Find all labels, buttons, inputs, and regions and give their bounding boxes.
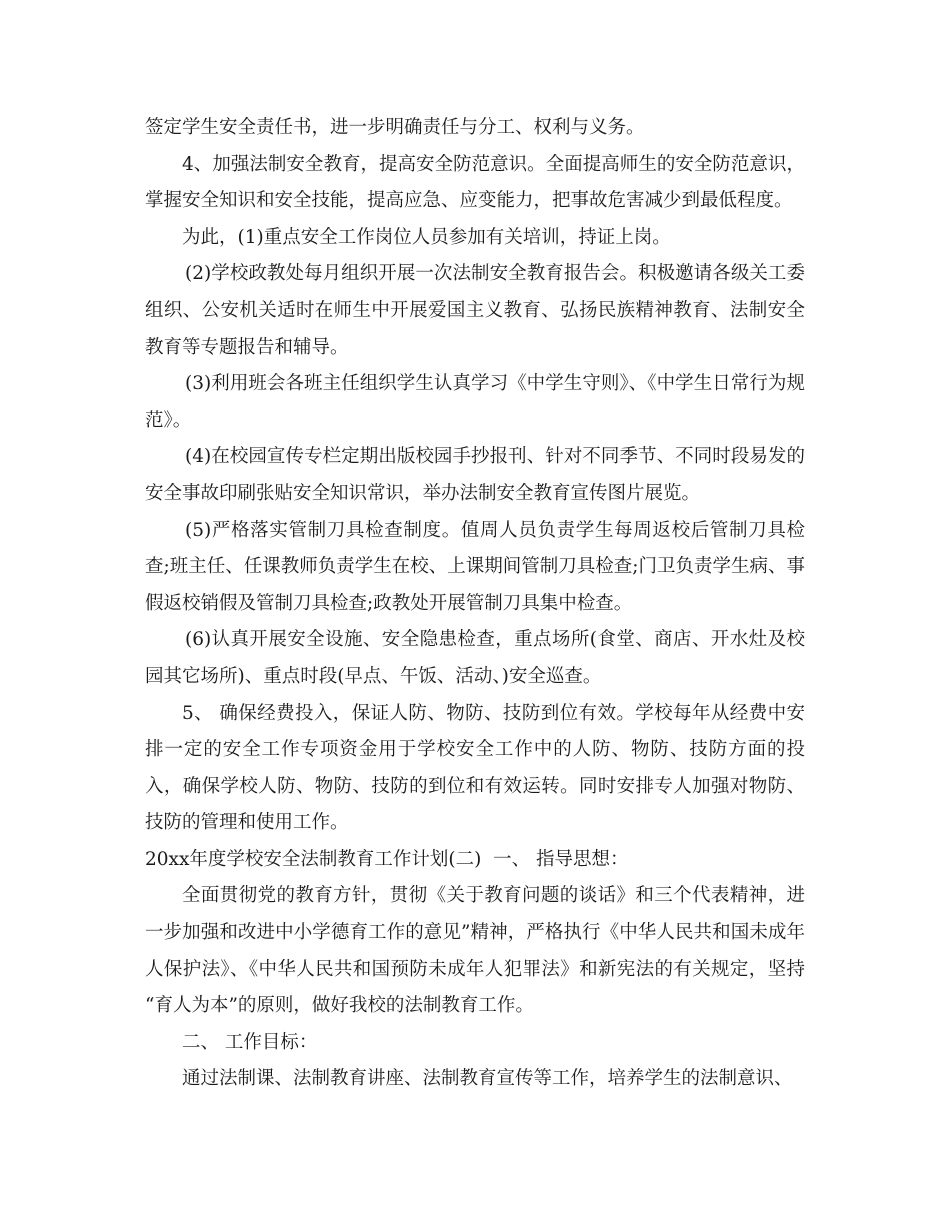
paragraph-6: (4)在校园宣传专栏定期出版校园手抄报刊、针对不同季节、不同时段易发的安全事故印刷张贴安全知识常识，举办法制安全教育宣传图片展览。 <box>145 446 805 504</box>
paragraph-1: 签定学生安全责任书，进一步明确责任与分工、权利与义务。 <box>145 117 645 138</box>
section-heading: 20xx年度学校安全法制教育工作计划(二) 一、 指导思想： <box>145 848 629 870</box>
paragraph-4: (2)学校政教处每月组织开展一次法制安全教育报告会。积极邀请各级关工委组织、公安机关适时在师生中开展爱国主义教育、弘扬民族精神教育、法制安全教育等专题报告和辅导。 <box>145 263 805 358</box>
subheading-work-goals: 二、 工作目标： <box>182 1031 318 1053</box>
paragraph-11: 全面贯彻党的教育方针，贯彻《关于教育问题的谈话》和三个代表精神，进一步加强和改进中小学德育工作的意见”精神，严格执行《中华人民共和国未成年人保护法》、《中华人民共和国预防未成年人犯罪法》和新宪法的有关规定，坚持 “育人为本”的原则，做好我校的法制教育工作。 <box>145 885 805 1017</box>
paragraph-5: (3)利用班会各班主任组织学生认真学习《中学生守则》、《中学生日常行为规范》。 <box>145 373 805 431</box>
paragraph-13: 通过法制课、法制教育讲座、法制教育宣传等工作，培养学生的法制意识、 <box>182 1068 793 1090</box>
paragraph-3: 为此，(1)重点安全工作岗位人员参加有关培训，持证上岗。 <box>182 226 671 248</box>
paragraph-7: (5)严格落实管制刀具检查制度。值周人员负责学生每周返校后管制刀具检查;班主任、任课教师负责学生在校、上课期间管制刀具检查;门卫负责学生病、事假返校销假及管制刀具检查;政教处开展管制刀具集中检查。 <box>145 519 805 614</box>
document-body <box>145 110 805 1098</box>
paragraph-9: 5、 确保经费投入，保证人防、物防、技防到位有效。学校每年从经费中安排一定的安全工作专项资金用于学校安全工作中的人防、物防、技防方面的投入，确保学校人防、物防、技防的到位和有效运转。同时安排专人加强对物防、技防的管理和使用工作。 <box>145 702 805 834</box>
paragraph-2: 4、加强法制安全教育，提高安全防范意识。全面提高师生的安全防范意识，掌握安全知识和安全技能，提高应急、应变能力，把事故危害减少到最低程度。 <box>145 153 805 212</box>
paragraph-8: (6)认真开展安全设施、安全隐患检查，重点场所(食堂、商店、开水灶及校园其它场所)、重点时段(早点、午饭、活动、)安全巡查。 <box>145 629 805 687</box>
